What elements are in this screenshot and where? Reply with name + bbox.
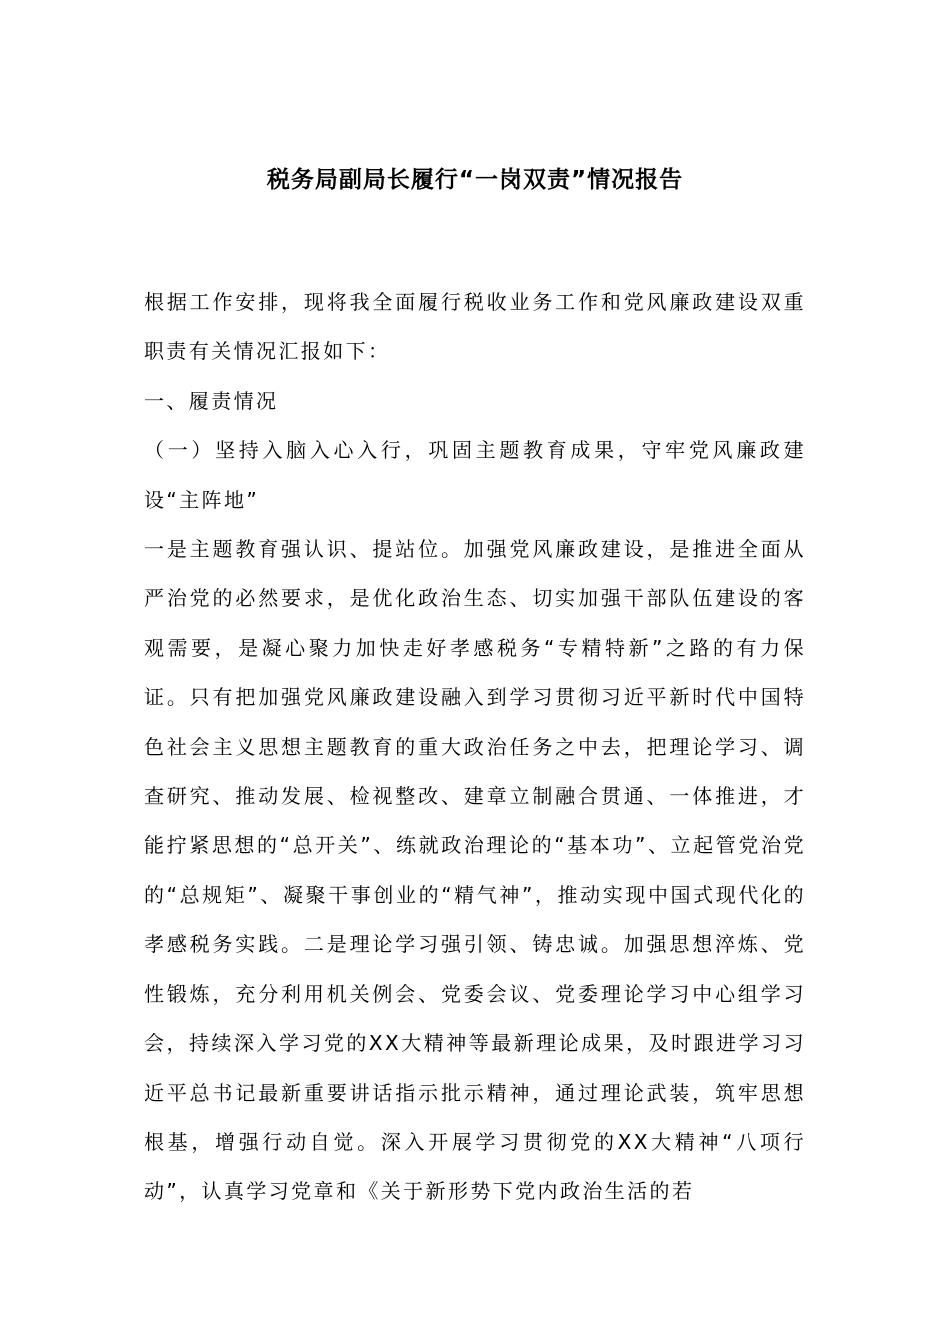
document-title: 税务局副局长履行“一岗双责”情况报告: [266, 167, 684, 193]
section-heading-1: 一、履责情况: [144, 388, 279, 413]
paragraph-intro: 根据工作安排，现将我全面履行税收业务工作和党风廉政建设双重职责有关情况汇报如下：: [144, 290, 806, 364]
subsection-heading-1: （一）坚持入脑入心入行，巩固主题教育成果，守牢党风廉政建设“主阵地”: [144, 438, 806, 512]
paragraph-body: 一是主题教育强认识、提站位。加强党风廉政建设，是推进全面从严治党的必然要求，是优化政治生态、切实加强干部队伍建设的客观需要，是凝心聚力加快走好孝感税务“专精特新”之路的有力保证。只有把加强党风廉政建设融入到学习贯彻习近平新时代中国特色社会主义思想主题教育的重大政治任务之中去，把理论学习、调查研究、推动发展、检视整改、建章立制融合贯通、一体推进，才能拧紧思想的“总开关”、练就政治理论的“基本功”、立起管党治党的“总规矩”、凝聚干事创业的“精气神”，推动实现中国式现代化的孝感税务实践。二是理论学习强引领、铸忠诚。加强思想淬炼、党性锻炼，充分利用机关例会、党委会议、党委理论学习中心组学习会，持续深入学习党的XX大精神等最新理论成果，及时跟进学习习近平总书记最新重要讲话指示批示精神，通过理论武装，筑牢思想根基，增强行动自觉。深入开展学习贯彻党的XX大精神“八项行动”，认真学习党章和《关于新形势下党内政治生活的若: [144, 537, 806, 1204]
document-body: [144, 278, 806, 1217]
